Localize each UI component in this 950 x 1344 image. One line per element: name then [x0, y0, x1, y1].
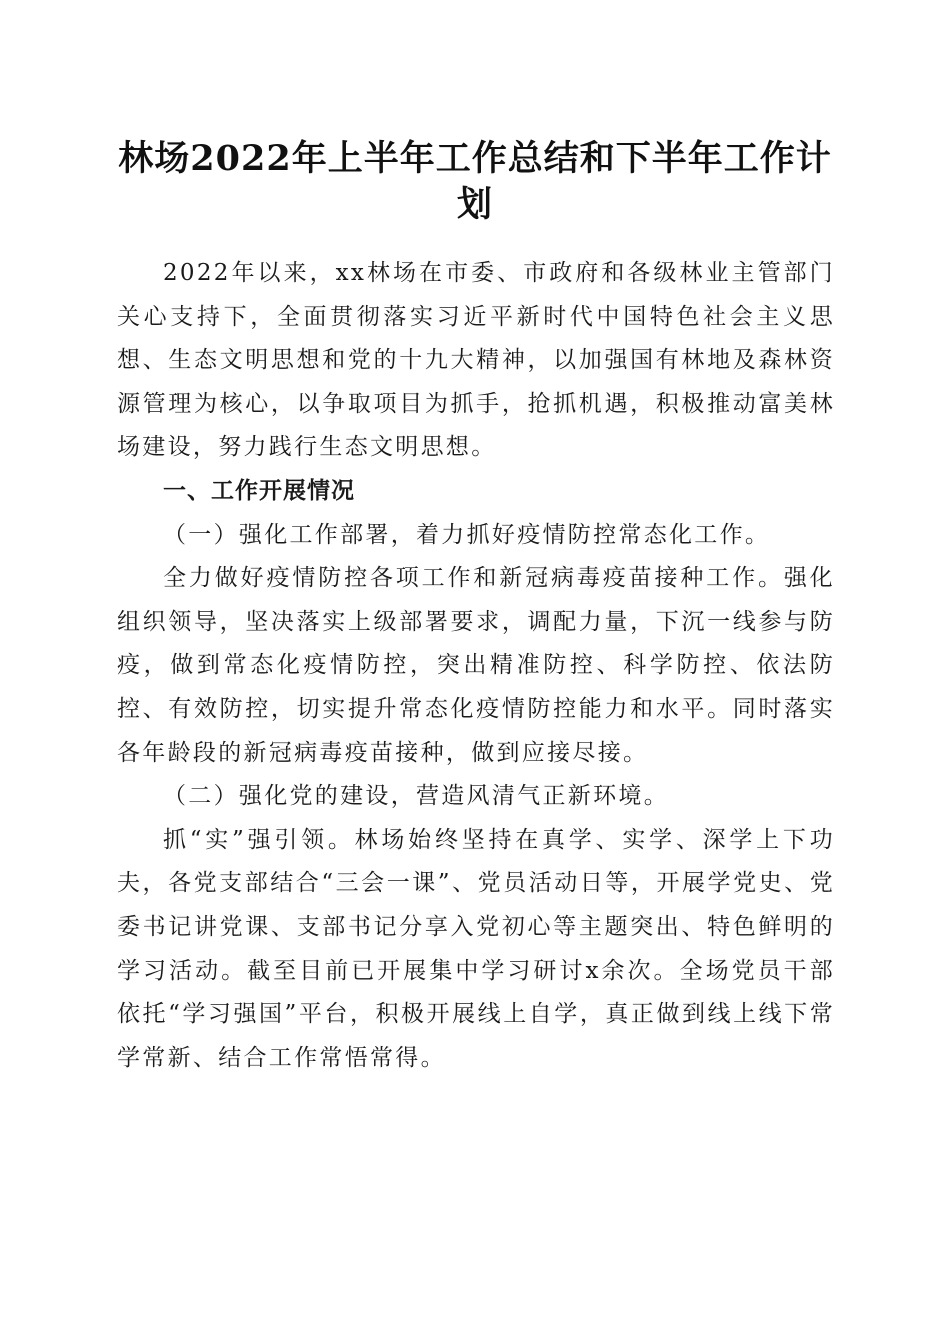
document-body — [117, 252, 835, 1080]
intro-paragraph: 2022年以来，xx林场在市委、市政府和各级林业主管部门关心支持下，全面贯彻落实习近平新时代中国特色社会主义思想、生态文明思想和党的十九大精神，以加强国有林地及森林资源管理为核心，以争取项目为抓手，抢抓机遇，积极推动富美林场建设，努力践行生态文明思想。 — [117, 260, 835, 461]
section-heading: 一、工作开展情况 — [163, 477, 355, 504]
subsection-body-1: 全力做好疫情防控各项工作和新冠病毒疫苗接种工作。强化组织领导，坚决落实上级部署要求，调配力量，下沉一线参与防疫，做到常态化疫情防控，突出精准防控、科学防控、依法防控、有效防控，切实提升常态化疫情防控能力和水平。同时落实各年龄段的新冠病毒疫苗接种，做到应接尽接。 — [117, 565, 835, 766]
subsection-heading-1: （一）强化工作部署，着力抓好疫情防控常态化工作。 — [163, 521, 771, 548]
subsection-heading-2: （二）强化党的建设，营造风清气正新环境。 — [163, 783, 669, 810]
subsection-body-2: 抓“实”强引领。林场始终坚持在真学、实学、深学上下功夫，各党支部结合“三会一课”、党员活动日等，开展学党史、党委书记讲党课、支部书记分享入党初心等主题突出、特色鲜明的学习活动。截至目前已开展集中学习研讨x余次。全场党员干部依托“学习强国”平台，积极开展线上自学，真正做到线上线下常学常新、结合工作常悟常得。 — [117, 826, 835, 1071]
document-title: 林场2022年上半年工作总结和下半年工作计划 — [118, 138, 832, 225]
